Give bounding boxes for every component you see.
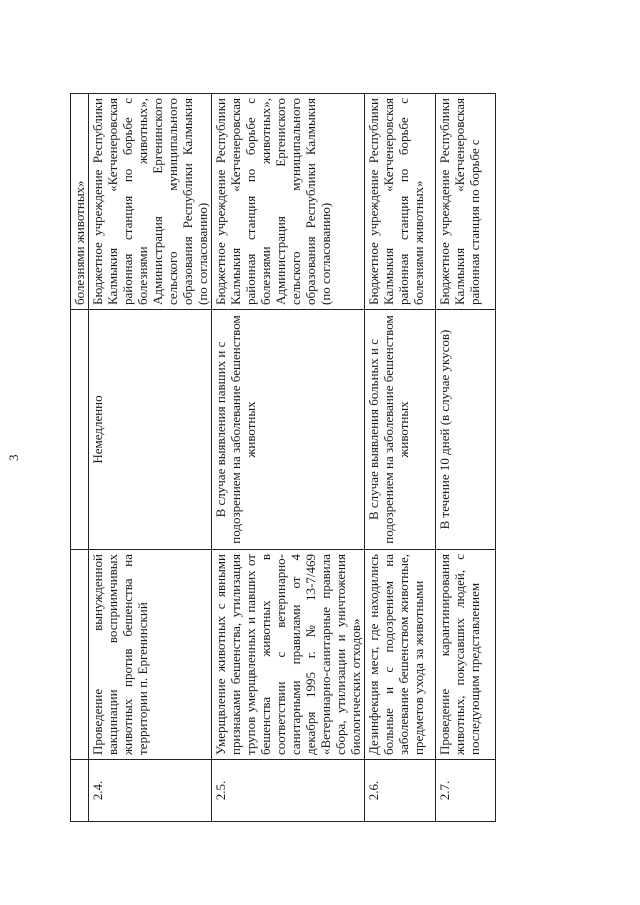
table-row (436, 94, 496, 822)
row-term: В случае выявления больных и с подозрением на заболевание бешенством животных (365, 310, 436, 550)
row-responsible: Бюджетное учреждение Республики Калмыкия «Кетченеровская районная станция по борьбе с болезнями животных», Администрация Ергенинского сельского муниципального образования Республики Калмыкия (по согласованию) (89, 94, 212, 310)
row-event: Проведение вынужденной вакцинации восприимчивых животных против бешенства на территории п. Ергенинский (89, 550, 212, 760)
row-responsible: Бюджетное учреждение Республики Калмыкия «Кетченеровская районная станция по борьбе с болезнями животных» (365, 94, 436, 310)
table-row (89, 94, 212, 822)
row-number: 2.5. (212, 760, 365, 822)
measures-table (70, 93, 496, 822)
row-term: В случае выявления павших и с подозрением на заболевание бешенством животных (212, 310, 365, 550)
table-row (365, 94, 436, 822)
row-term (71, 310, 89, 550)
row-number: 2.4. (89, 760, 212, 822)
row-number (71, 760, 89, 822)
row-event: Дезинфекция мест, где находились больные и с подозрением на заболевание бешенством животные, предметов ухода за животными (365, 550, 436, 760)
table-row (212, 94, 365, 822)
row-number: 2.6. (365, 760, 436, 822)
row-responsible: Бюджетное учреждение Республики Калмыкия «Кетченеровская районная станция по борьбе с болезнями животных», Администрация Ергениского сельского муниципального образования Республики Калмыкия (по согласованию) (212, 94, 365, 310)
row-event: Проведение карантинирования животных, покусавших людей, с последующим представлением (436, 550, 496, 760)
row-number: 2.7. (436, 760, 496, 822)
row-responsible: болезнями животных» (71, 94, 89, 310)
row-responsible: Бюджетное учреждение Республики Калмыкия «Кетченеровская районная станция по борьбе с (436, 94, 496, 310)
page-number: 3 (6, 454, 21, 461)
row-term: Немедленно (89, 310, 212, 550)
table-row (71, 94, 89, 822)
row-event: Умерщвление животных с явными признаками бешенства, утилизация трупов умерщвленных и павших от бешенства животных в соответствии с ветеринарно-санитарными правилами от 4 декабря 1995 г. № 13-7/469 «Ветеринарно-санитарные правила сбора, утилизации и уничтожения биологических отходов» (212, 550, 365, 760)
row-term: В течение 10 дней (в случае укусов) (436, 310, 496, 550)
row-event (71, 550, 89, 760)
